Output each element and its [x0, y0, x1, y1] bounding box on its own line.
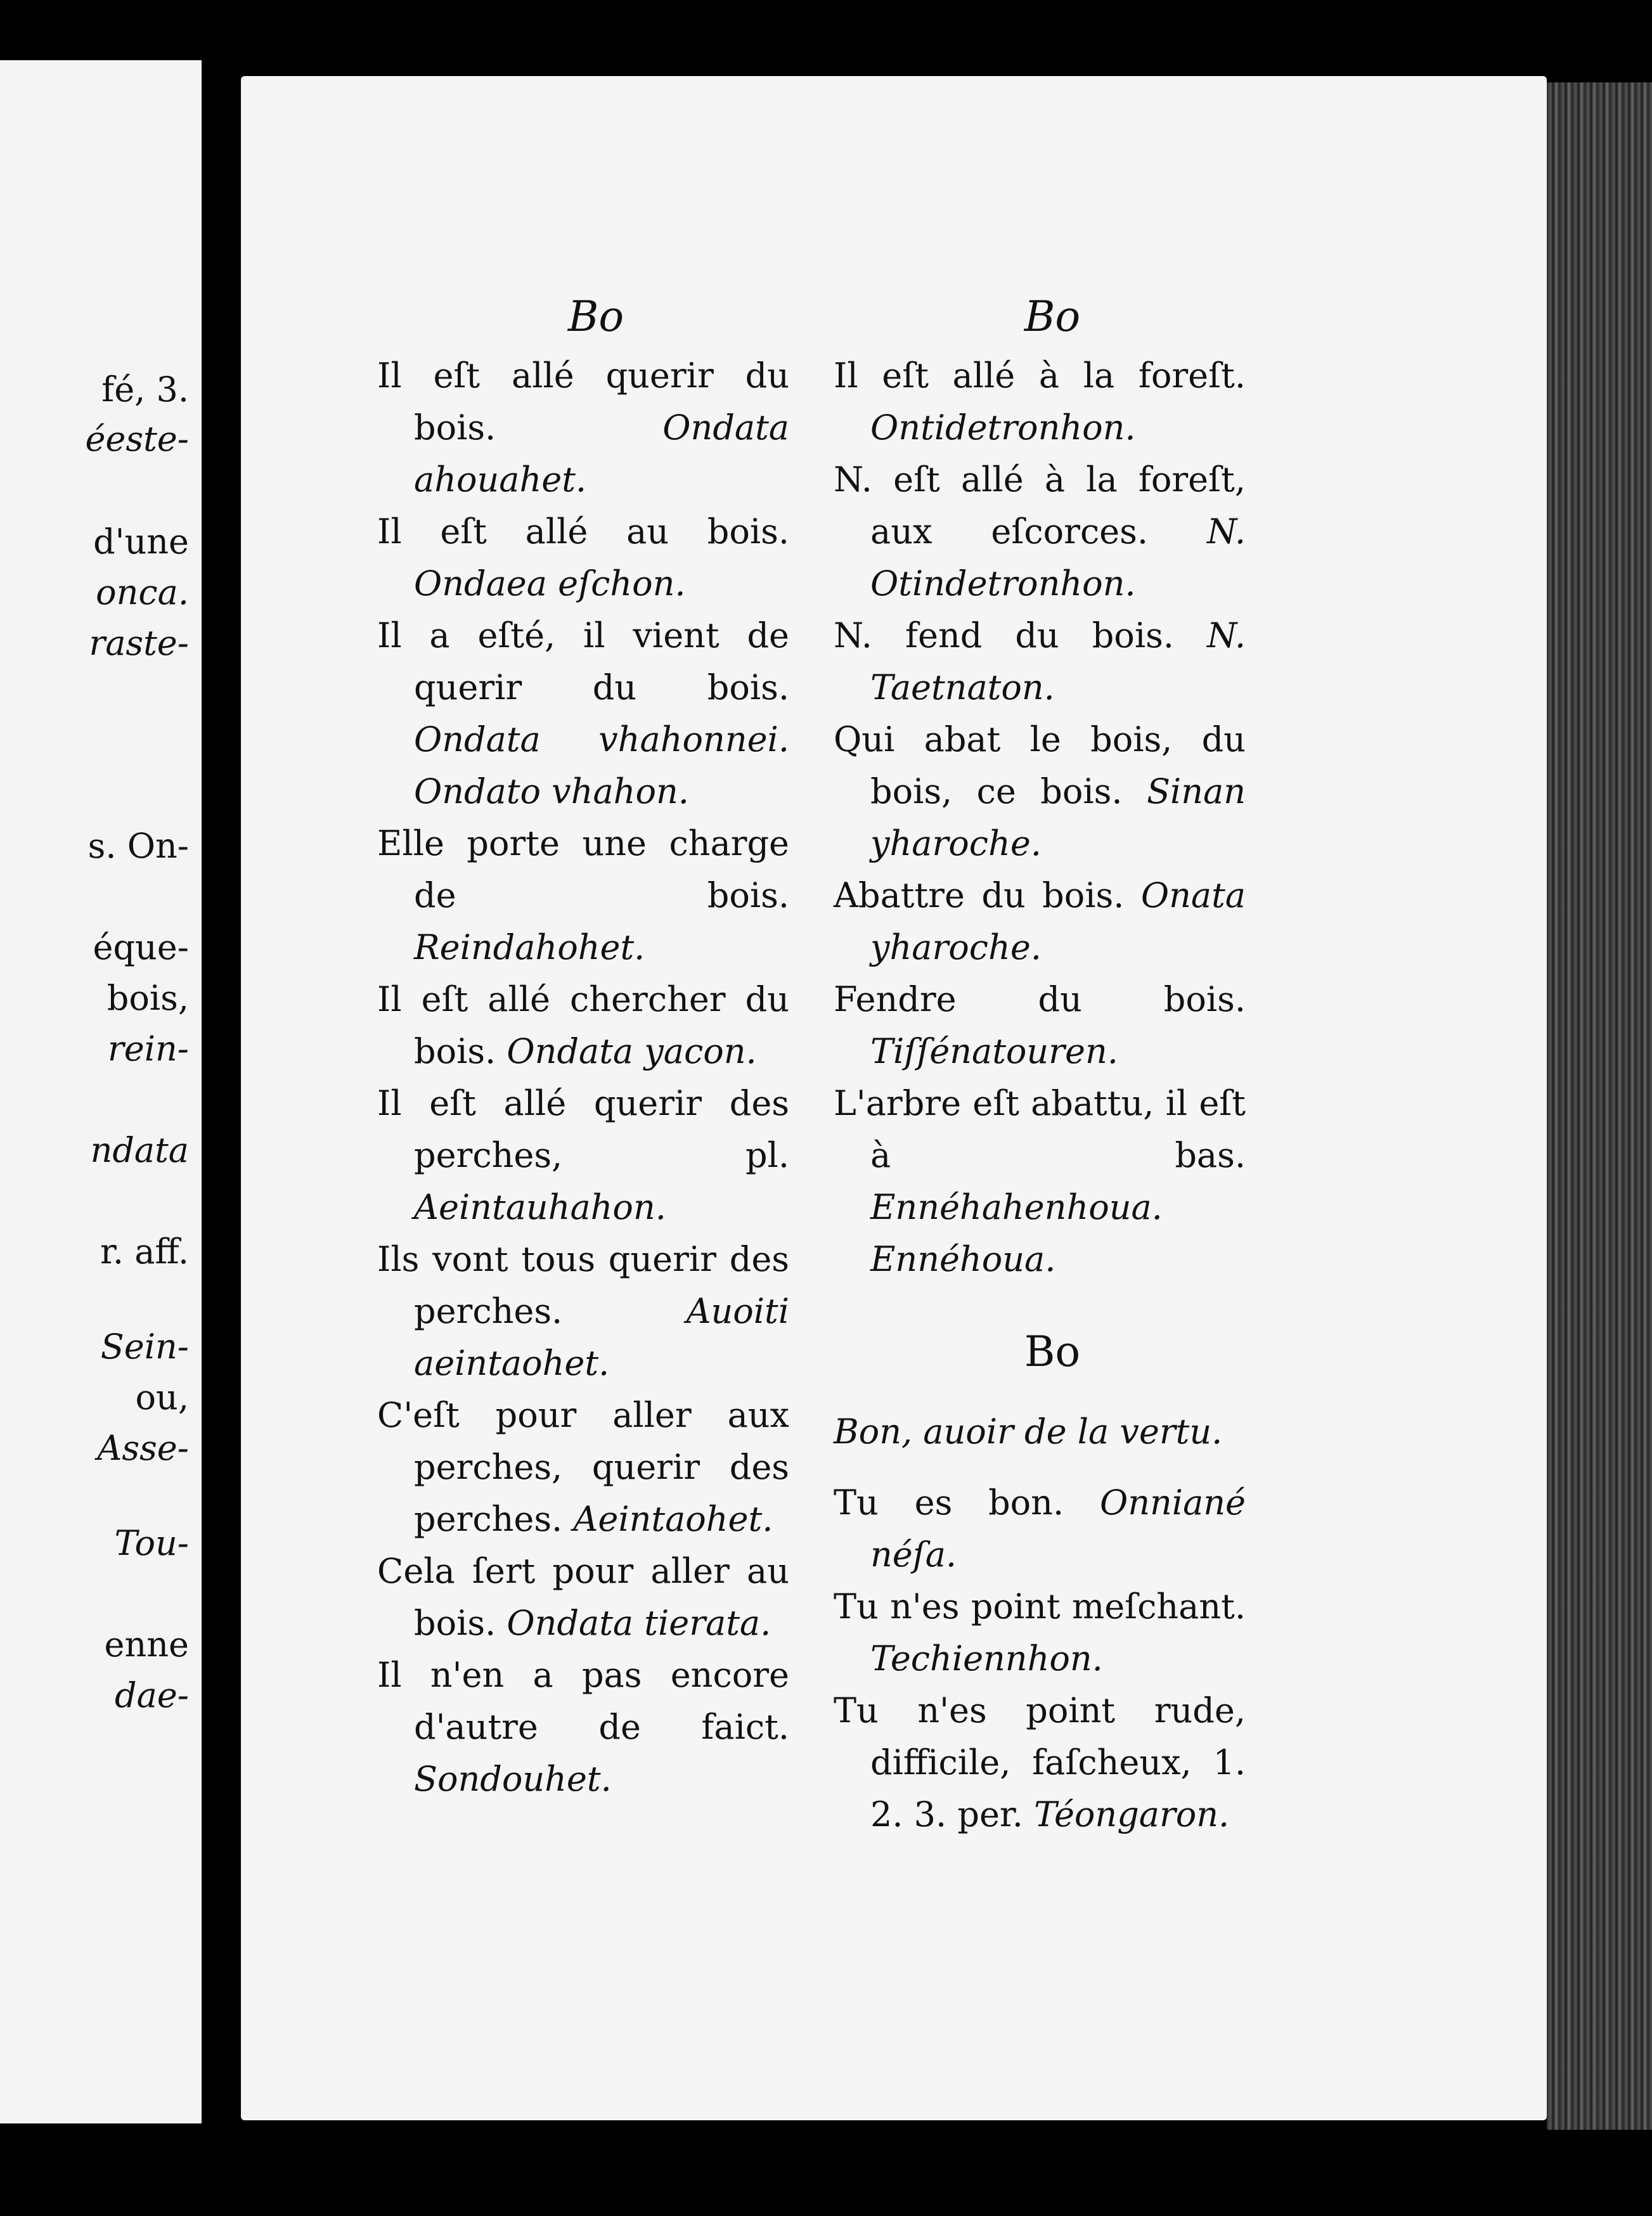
dictionary-entry	[834, 1685, 1246, 1841]
dictionary-entry	[377, 818, 789, 974]
huron-translation: Sinan yharoche.	[870, 771, 1246, 863]
left-page-text-fragment: onca.	[96, 572, 189, 612]
dictionary-entry	[377, 1234, 789, 1389]
french-text: Tu n'es point meſchant.	[834, 1587, 1246, 1627]
right-column	[834, 292, 1246, 1841]
left-page-text-fragment: éeste-	[85, 419, 189, 459]
french-text: Il eſt allé chercher du bois.	[377, 979, 789, 1071]
left-page-text-fragment: fé, 3.	[101, 370, 189, 409]
huron-translation: Aeintaohet.	[573, 1499, 773, 1539]
french-text: Il eſt allé au bois.	[377, 512, 789, 551]
french-text: L'arbre eſt abattu, il eſt à bas.	[834, 1083, 1246, 1175]
french-text: N. eſt allé à la foreſt, aux eſcorces.	[834, 460, 1246, 551]
french-text: Abattre du bois.	[834, 875, 1125, 915]
left-page-text-fragment: bois,	[106, 978, 189, 1018]
french-text: Il eſt allé à la foreſt.	[834, 356, 1246, 396]
dictionary-entry	[377, 1078, 789, 1234]
dictionary-entry	[834, 714, 1246, 870]
french-text: Il eſt allé querir des perches, pl.	[377, 1083, 789, 1175]
entry-list	[377, 350, 789, 1805]
huron-translation: N. Otindetronhon.	[870, 512, 1246, 603]
huron-translation: Onniané néſa.	[870, 1483, 1246, 1575]
huron-translation: Ondaea eſchon.	[414, 564, 686, 603]
dictionary-entry	[834, 870, 1246, 974]
french-text: Il eſt allé querir du bois.	[377, 356, 789, 448]
french-text: Ils vont tous querir des perches.	[377, 1239, 789, 1331]
left-page-text-fragment: s. On-	[87, 826, 189, 866]
french-text: Fendre du bois.	[834, 979, 1246, 1019]
huron-translation: Ennéhahenhoua. Ennéhoua.	[870, 1187, 1163, 1279]
dictionary-entry	[834, 974, 1246, 1078]
french-text: Tu n'es point rude, difficile, faſcheux, 1. 2. 3. per.	[834, 1691, 1246, 1834]
entry-list	[834, 350, 1246, 1285]
left-page-text-fragment: d'une	[93, 522, 189, 562]
left-page-text-fragment: r. aff.	[100, 1232, 189, 1272]
huron-translation: Aeintauhahon.	[414, 1187, 666, 1227]
section-header: Bo	[1024, 1327, 1081, 1376]
french-text: Il n'en a pas encore d'autre de faict.	[377, 1655, 789, 1747]
left-page-text-fragment: dae-	[115, 1675, 189, 1715]
huron-translation: Onata yharoche.	[870, 875, 1246, 967]
left-page-text-fragment: rein-	[107, 1029, 189, 1069]
left-page-fragment	[0, 60, 202, 2123]
left-page-text-fragment: raste-	[89, 623, 189, 663]
dictionary-entry	[377, 1545, 789, 1649]
french-text: C'eſt pour aller aux perches, querir des perches.	[377, 1395, 789, 1539]
entry-list	[834, 1477, 1246, 1841]
dictionary-entry	[834, 1477, 1246, 1581]
left-page-text-fragment: éque-	[93, 927, 189, 967]
column-header: Bo	[567, 292, 624, 341]
huron-translation: Ondata tierata.	[507, 1603, 771, 1643]
page-edges	[1547, 82, 1652, 2130]
left-page-text-fragment: ou,	[135, 1377, 189, 1417]
huron-translation: Techiennhon.	[870, 1639, 1103, 1678]
dictionary-entry	[834, 1078, 1246, 1285]
dictionary-entry	[834, 350, 1246, 454]
french-text: Il a eſté, il vient de querir du bois.	[377, 615, 789, 707]
dictionary-entry	[834, 454, 1246, 610]
french-text: Elle porte une charge de bois.	[377, 823, 789, 915]
left-page-text-fragment: Sein-	[100, 1327, 189, 1367]
huron-translation: Ontidetronhon.	[870, 408, 1136, 448]
left-column	[377, 292, 789, 1805]
dictionary-entry	[377, 974, 789, 1078]
left-page-text-fragment: enne	[104, 1625, 189, 1665]
left-page-text-fragment: Asse-	[97, 1428, 189, 1468]
dictionary-entry	[834, 1581, 1246, 1685]
huron-translation: Reindahohet.	[414, 927, 645, 967]
french-text: Cela ſert pour aller au bois.	[377, 1551, 789, 1643]
huron-translation: Ondata vhahonnei. Ondato vhahon.	[414, 719, 789, 811]
sub-header: Bon, auoir de la vertu.	[834, 1412, 1223, 1452]
huron-translation: Auoiti aeintaohet.	[414, 1291, 789, 1383]
left-page-text-fragment: Tou-	[114, 1523, 189, 1563]
dictionary-entry	[377, 506, 789, 610]
french-text: N. fend du bois.	[834, 615, 1174, 655]
left-page-text-fragment: ndata	[90, 1130, 189, 1170]
huron-translation: Tiſſénatouren.	[870, 1031, 1118, 1071]
huron-translation: Sondouhet.	[414, 1759, 612, 1799]
dictionary-entry	[377, 1389, 789, 1545]
column-header: Bo	[1024, 292, 1081, 341]
huron-translation: N. Taetnaton.	[870, 615, 1246, 707]
dictionary-entry	[377, 1649, 789, 1805]
dictionary-entry	[377, 610, 789, 818]
huron-translation: Téongaron.	[1034, 1794, 1230, 1834]
dictionary-entry	[377, 350, 789, 506]
huron-translation: Ondata ahouahet.	[414, 408, 789, 499]
french-text: Tu es bon.	[834, 1483, 1064, 1523]
dictionary-entry	[834, 610, 1246, 714]
huron-translation: Ondata yacon.	[507, 1031, 757, 1071]
french-text: Qui abat le bois, du bois, ce bois.	[834, 719, 1246, 811]
